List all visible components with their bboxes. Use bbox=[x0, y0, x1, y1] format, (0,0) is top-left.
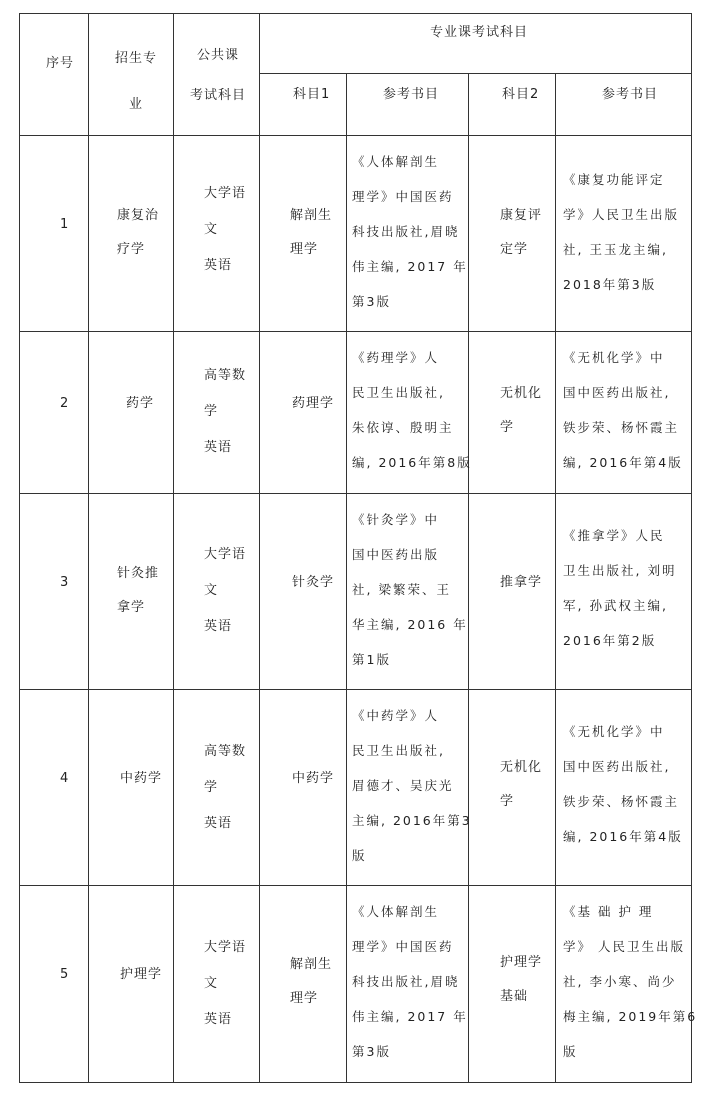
row-5-subject2: 护理学 基础 bbox=[500, 955, 543, 1004]
row-3-subject2: 推拿学 bbox=[500, 575, 543, 590]
header-books2: 参考书目 bbox=[602, 87, 659, 102]
row-2-major: 药学 bbox=[126, 396, 155, 411]
row-2-books2: 《无机化学》中 国中医药出版社, 铁步荣、杨怀霞主 编, 2016年第4版 bbox=[563, 350, 683, 470]
header-books1: 参考书目 bbox=[383, 87, 440, 102]
row-3-books2: 《推拿学》人民 卫生出版社, 刘明 军, 孙武权主编, 2016年第2版 bbox=[563, 528, 677, 648]
row-2-subject1: 药理学 bbox=[292, 396, 335, 411]
header-major: 招生专 业 bbox=[114, 51, 157, 112]
row-5-books1: 《人体解剖生 理学》中国医药 科技出版社,眉晓 伟主编, 2017 年 第3版 bbox=[352, 904, 468, 1059]
row-2-number: 2 bbox=[60, 396, 70, 411]
row-3-books1: 《针灸学》中 国中医药出版 社, 梁繁荣、王 华主编, 2016 年 第1版 bbox=[352, 512, 468, 667]
row-2-books1: 《药理学》人 民卫生出版社, 朱依谆、殷明主 编, 2016年第8版 bbox=[352, 350, 472, 470]
row-5-number: 5 bbox=[60, 967, 70, 982]
header-subject1: 科目1 bbox=[293, 87, 331, 102]
row-4-subject2: 无机化 学 bbox=[500, 760, 543, 809]
row-1-major: 康复治 疗学 bbox=[117, 208, 160, 257]
row-3-public-exam: 大学语 文 英语 bbox=[204, 547, 247, 634]
row-1-subject2: 康复评 定学 bbox=[500, 208, 543, 257]
row-1-subject1: 解剖生 理学 bbox=[290, 208, 333, 257]
row-5-subject1: 解剖生 理学 bbox=[290, 957, 333, 1006]
row-3-number: 3 bbox=[60, 575, 70, 590]
row-3-subject1: 针灸学 bbox=[292, 575, 335, 590]
row-3-major: 针灸推 拿学 bbox=[117, 566, 160, 615]
row-5-public-exam: 大学语 文 英语 bbox=[204, 940, 247, 1027]
row-4-public-exam: 高等数 学 英语 bbox=[204, 744, 247, 831]
row-4-subject1: 中药学 bbox=[292, 771, 335, 786]
row-1-books1: 《人体解剖生 理学》中国医药 科技出版社,眉晓 伟主编, 2017 年 第3版 bbox=[352, 154, 468, 309]
row-4-books2: 《无机化学》中 国中医药出版社, 铁步荣、杨怀霞主 编, 2016年第4版 bbox=[563, 724, 683, 844]
row-5-books2: 《基 础 护 理 学》 人民卫生出版 社, 李小寒、尚少 梅主编, 2019年第6 版 bbox=[563, 904, 698, 1059]
row-4-books1: 《中药学》人 民卫生出版社, 眉德才、吴庆光 主编, 2016年第3 版 bbox=[352, 708, 472, 863]
header-subject2: 科目2 bbox=[502, 87, 540, 102]
row-1-public-exam: 大学语 文 英语 bbox=[204, 186, 247, 273]
row-2-subject2: 无机化 学 bbox=[500, 386, 543, 435]
header-professional-exam: 专业课考试科目 bbox=[430, 25, 529, 40]
row-5-major: 护理学 bbox=[120, 967, 163, 982]
row-4-major: 中药学 bbox=[120, 771, 163, 786]
header-public-exam: 公共课 考试科目 bbox=[189, 48, 246, 103]
row-1-number: 1 bbox=[60, 217, 70, 232]
header-seq: 序号 bbox=[46, 56, 75, 71]
row-4-number: 4 bbox=[60, 771, 70, 786]
row-1-books2: 《康复功能评定 学》人民卫生出版 社, 王玉龙主编, 2018年第3版 bbox=[563, 172, 680, 292]
row-2-public-exam: 高等数 学 英语 bbox=[204, 368, 247, 455]
